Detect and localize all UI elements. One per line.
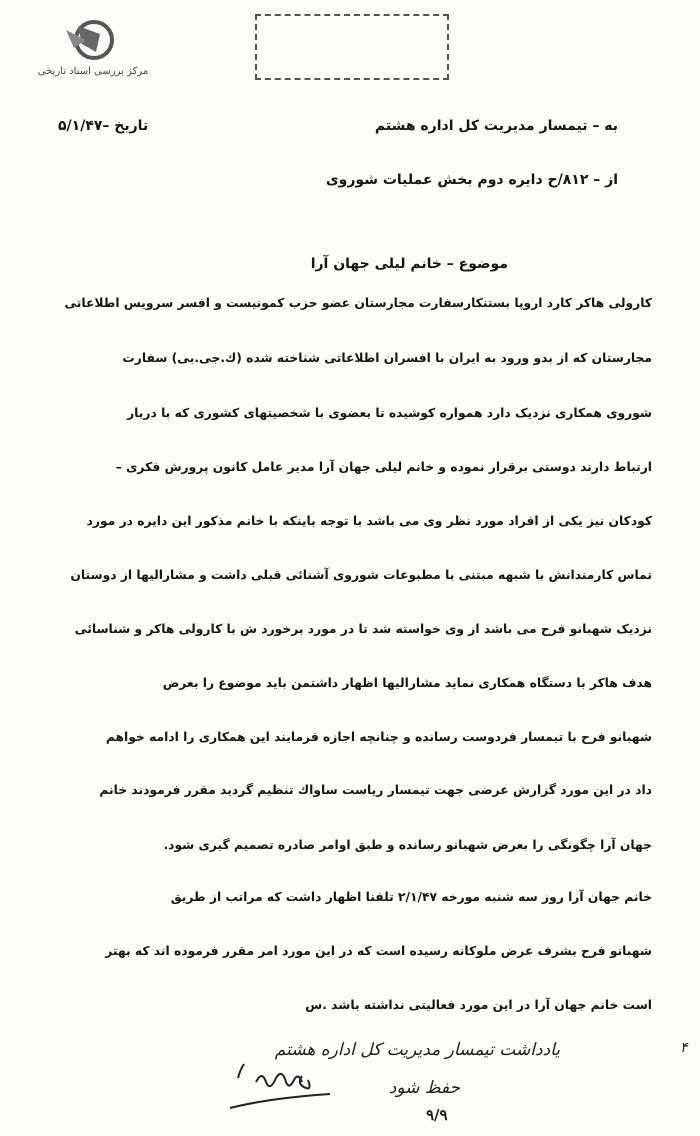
- body-line: جهان آرا چگونگی را بعرض شهبانو رسانده و طبق اوامر صادره تصمیم گیری شود.: [163, 838, 652, 852]
- date-line: تاریخ –۵/۱/۴۷: [58, 118, 149, 134]
- handwritten-number: ۹/۹: [426, 1106, 448, 1124]
- stamp-placeholder: [255, 14, 449, 80]
- body-line: نزدیک شهبانو فرح می باشد از وی خواسته شد تا در مورد برخورد ش با کارولی هاکر و شناسائی: [74, 622, 652, 636]
- body-line: ارتباط دارند دوستی برقرار نموده و خانم لیلی جهان آرا مدیر عامل کانون پرورش فکری –: [115, 460, 652, 474]
- sender-line: از – ۸۱۲/ح دایره دوم بخش عملیات شوروی: [325, 172, 618, 188]
- body-line: داد در این مورد گزارش عرضی جهت تیمسار ریاست ساواك تنظیم گردید مقرر فرمودند خانم: [99, 783, 652, 797]
- body-line: کودکان نیز یکی از افراد مورد نظر وی می باشد با توجه باینکه با خانم مذکور این دایره در مورد: [86, 514, 652, 528]
- body-line: تماس کارمندانش با شبهه مبتنی با مطبوعات شوروی آشنائی قبلی داشت و مشارالیها از دوستان: [70, 568, 652, 582]
- body-line: کارولی هاکر کارد اروپا بستنکارسفارت مجارستان عضو حزب کمونیست و افسر سرویس اطلاعاتی: [64, 296, 652, 310]
- body-line: شهبانو فرح بشرف عرض ملوکانه رسیده است که در این مورد امر مقرر فرموده اند که بهتر: [105, 944, 652, 958]
- signature-icon: [226, 1052, 336, 1122]
- archive-emblem-icon: [56, 18, 126, 64]
- body-line: شهبانو فرح با تیمسار فردوست رسانده و چنانچه اجازه فرمایند این همکاری را ادامه خواهم: [105, 730, 652, 744]
- handwritten-note: یادداشت تیمسار مدیریت کل اداره هشتم: [274, 1040, 560, 1060]
- subject-line: موضوع – خانم لیلی جهان آرا: [310, 256, 508, 272]
- logo-caption: مرکز بررسی اسناد تاریخی: [37, 66, 149, 77]
- body-line: است خانم جهان آرا در این مورد فعالیتی نداشته باشد .س: [305, 998, 652, 1012]
- body-line: مجارستان که از بدو ورود به ایران با افسران اطلاعاتی شناخته شده (ك.جی.بی) سفارت: [122, 351, 652, 365]
- body-line: خانم جهان آرا روز سه شنبه مورخه ۲/۱/۴۷ تلفنا اظهار داشت که مراتب از طریق: [170, 890, 652, 904]
- body-line: هدف هاکر با دستگاه همکاری نماید مشارالیها اظهار داشتمن باید موضوع را بعرض: [162, 676, 652, 690]
- margin-mark: ۴: [680, 1040, 688, 1056]
- recipient-line: به – تیمسار مدیریت کل اداره هشتم: [374, 118, 618, 134]
- archive-logo: [28, 18, 158, 88]
- handwritten-note: حفظ شود: [388, 1078, 460, 1098]
- body-line: شوروی همکاری نزدیک دارد همواره کوشیده تا بعضوی با شخصیتهای کشوری که با دربار: [127, 406, 652, 420]
